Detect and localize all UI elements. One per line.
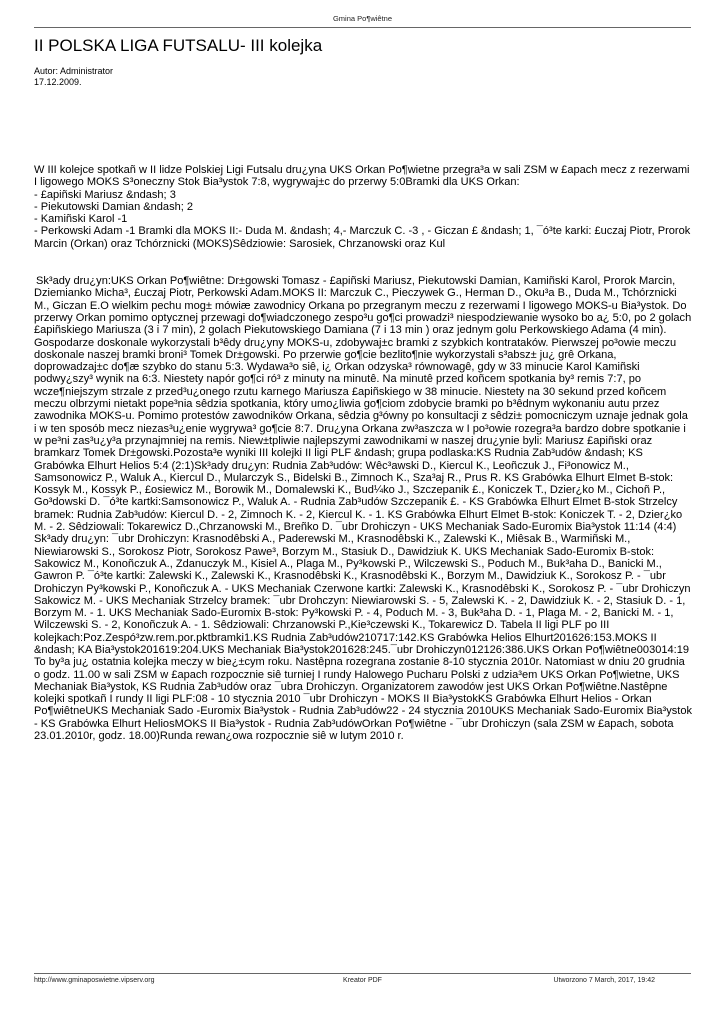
scorer-line: - Piekutowski Damian &ndash; 2: [34, 200, 194, 213]
scorers-list: [34, 189, 692, 250]
article-content: [34, 164, 692, 742]
report-paragraph: Sk³ady dru¿yn:UKS Orkan Po¶wiêtne: Dr±gowski Tomasz - £apiñski Mariusz, Piekutowski Damian, Kamiñski Karol, Prorok Marcin, Dziemianko Micha³, £uczaj Piotr, Perkowski Adam.MOKS II: Marczuk C., Pieczywek G., Herman D., Oku³a B., Duda M., Tchórznicki M., Giczan E.O wielkim pechu mog± mówiæ zawodnicy Orkana po przegranym meczu z rezerwami I ligowego MOKS-u Bia³ystok. Do przerwy Orkan pomimo optycznej przewagi do¶wiadczonego zespo³u go¶ci prowadzi³ niespodziewanie wysoko bo a¿ 5:0, po 2 golach £apiñskiego Mariusza (3 i 7 min), 2 golach Piekutowskiego Damiana (7 i 13 min ) oraz jednym golu Perkowskiego Adama (4 min). Gospodarze doskonale wykorzystali b³êdy dru¿yny MOKS-u, zdobywaj±c bramki z szybkich kontrataków. Pierwszej po³owie meczu doskonale naszej bramki broni³ Tomek Dr±gowski. Po przerwie go¶cie bezlito¶nie wykorzystali s³absz± ju¿ grê Orkana, doprowadzaj±c do¶æ szybko do stanu 5:3. Wydawa³o siê, i¿ Orkan odzyska³ równowagê, gdy w 33 minucie Karol Kamiñski podwy¿szy³ wynik na 6:3. Niestety napór go¶ci ró³ z minuty na minutê. Na minutê przed koñcem spotkania by³ remis 7:7, po wcze¶niejszym strzale z przed³u¿onego rzutu karnego Mariusza £apiñskiego w 38 minucie. Niestety na 30 sekund przed koñcem meczu olbrzymi nietakt pope³nia sêdzia spotkania, który umo¿liwia go¶ciom zdobycie bramki po b³êdnym wykonaniu autu przez zawodnika MOKS-u. Pomimo protestów zawodników Orkana, sêdzia g³ówny po konsultacji z sêdzi± pomocniczym uznaje jednak gola i w ten sposób mecz niezas³u¿enie wygrywa³ go¶cie 8:7. Dru¿yna Orkana zw³aszcza w I po³owie rozegra³a bardzo dobre spotkanie i w pe³ni zas³u¿y³a przynajmniej na remis. Niew±tpliwie najlepszymi zawodnikami w naszej dru¿ynie byli: Mariusz £apiñski oraz bramkarz Tomek Dr±gowski.Pozosta³e wyniki III kolejki II ligi PLF &ndash; grupa podlaska:KS Rudnia Zab³udów &ndash; KS Grabówka Elhurt Helios 5:4 (2:1)Sk³ady dru¿yn: Rudnia Zab³udów: Wêc³awski D., Kiercul K., Leoñczuk J., Fi³onowicz M., Samsonowicz P., Waluk A., Kiercul D., Mularczyk S., Bidelski B., Zimnoch K., Sza³aj R., Prus R. KS Grabówka Elhurt Elmet B-stok: Kossyk M., Kossyk P., £osiewicz M., Borowik M., Domalewski K., Bud¼ko J., Szczepanik £., Koniczek T., Dzier¿ko M., Cichoñ P., Go³dowski D. ¯ó³te kartki:Samsonowicz P., Waluk A. - Rudnia Zab³udów Szczepanik £. - KS Grabówka Elhurt Elmet B-stok Strzelcy bramek: Rudnia Zab³udów: Kiercul D. - 2, Zimnoch K. - 2, Kiercul K. - 1. KS Grabówka Elhurt Elmet B-stok: Koniczek T. - 2, Dzier¿ko M. - 2. Sêdziowali: Tokarewicz D.,Chrzanowski M., Breñko D. ¯ubr Drohiczyn - UKS Mechaniak Sado-Euromix Bia³ystok 11:14 (4:4) Sk³ady dru¿yn: ¯ubr Drohiczyn: Krasnodêbski A., Paderewski M., Krasnodêbski K., Zalewski K., Miêsak B., Warmiñski M., Niewiarowski S., Sorokosz Piotr, Sorokosz Pawe³, Borzym M., Stasiuk D., Dawidziuk K. UKS Mechaniak Sado-Euromix B-stok: Sakowicz M., Konoñczuk A., Zdanuczyk M., Kisiel A., Plaga M., Py³kowski P., Wilczewski S., Poduch M., Buk³aha D., Banicki M., Gawron P. ¯ó³te kartki: Zalewski K., Zalewski K., Krasnodêbski K., Krasnodêbski K., Borzym M., Dawidziuk K., Sorokosz P. - ¯ubr Drohiczyn Py³kowski P., Konoñczuk A. - UKS Mechaniak Czerwone kartki: Zalewski K., Krasnodêbski K., Sorokosz P. - ¯ubr Drohiczyn Sakowicz M. - UKS Mechaniak Strzelcy bramek: ¯ubr Drohczyn: Niewiarowski S. - 5, Zalewski K. - 2, Dawidziuk K. - 2, Stasiuk D. - 1, Borzym M. - 1. UKS Mechaniak Sado-Euromix B-stok: Py³kowski P. - 4, Poduch M. - 3, Buk³aha D. - 1, Plaga M. - 2, Banicki M. - 1, Wilczewski S. - 2, Konoñczuk A. - 1. Sêdziowali: Chrzanowski P.,Kie³czewski K., Tokarewicz D. Tabela II ligi PLF po III kolejkach:Poz.Zespó³zw.rem.por.pktbramki1.KS Rudnia Zab³udów210717:142.KS Grabówka Helios Elhurt201626:153.MOKS II &ndash; KA Bia³ystok201619:204.UKS Mechaniak Bia³ystok201628:245.¯ubr Drohiczyn012126:386.UKS Orkan Po¶wiêtne003014:19: [34, 275, 692, 656]
article-author: Autor: Administrator: [34, 66, 114, 76]
scorer-line: - Perkowski Adam -1 Bramki dla MOKS II:- Duda M. &ndash; 4,- Marczuk C. -3 , - Giczan £ &ndash; 1, ¯ó³te karki: £uczaj Piotr, Prorok Marcin (Orkan) oraz Tchórznicki (MOKS)Sêdziowie: Sarosiek, Chrzanowski oraz Kul: [34, 225, 691, 250]
intro-paragraph: W III kolejce spotkañ w II lidze Polskiej Ligi Futsalu dru¿yna UKS Orkan Po¶wietne przegra³a w sali ZSM w £apach mecz z rezerwami I ligowego MOKS S³oneczny Stok Bia³ystok 7:8, wygrywaj±c do przerwy 5:0Bramki dla UKS Orkan:: [34, 164, 690, 189]
scorer-line: - £apiñski Mariusz &ndash; 3: [34, 188, 176, 201]
article-meta: [34, 66, 113, 87]
footer-divider: [34, 973, 691, 974]
article-date: 17.12.2009.: [34, 76, 82, 87]
footer-url: http://www.gminaposwietne.vipserv.org: [34, 977, 155, 984]
footer-created: Utworzono 7 March, 2017, 19:42: [553, 977, 655, 984]
closing-paragraph: To by³a ju¿ ostatnia kolejka meczy w bie¿±cym roku. Nastêpna rozegrana zostanie 8-10 stycznia 2010r. Natomiast w dniu 20 grudnia o godz. 11.00 w sali ZSM w £apach rozpocznie siê turniej I rundy Halowego Pucharu Polski z udzia³em UKS Orkan Po¶wietne, UKS Mechaniak Bia³ystok, KS Rudnia Zab³udów oraz ¯ubra Drohiczyn. Organizatorem zawodów jest UKS Orkan Po¶wiêtne.Nastêpne kolejki spotkañ I rundy II ligi PLF:08 - 10 stycznia 2010 ¯ubr Drohiczyn - MOKS II Bia³ystokKS Grabówka Elhurt Helios - Orkan Po¶wiêtneUKS Mechaniak Sado -Euromix Bia³ystok - Rudnia Zab³udów22 - 24 stycznia 2010UKS Mechaniak Sado-Euromix Bia³ystok - KS Grabówka Elhurt HeliosMOKS II Bia³ystok - Rudnia Zab³udówOrkan Po¶wiêtne - ¯ubr Drohiczyn (sala ZSM w £apach, sobota 23.01.2010r, godz. 18.00)Runda rewan¿owa rozpocznie siê w lutym 2010 r.: [34, 656, 693, 743]
page-header-site: Gmina Po¶wiêtne: [332, 14, 393, 23]
paragraph-gap: [34, 250, 692, 275]
footer-generator: Kreator PDF: [343, 977, 382, 984]
header-divider: [34, 27, 691, 28]
scorer-line: - Kamiñski Karol -1: [34, 213, 128, 226]
article-title: II POLSKA LIGA FUTSALU- III kolejka: [34, 36, 323, 55]
